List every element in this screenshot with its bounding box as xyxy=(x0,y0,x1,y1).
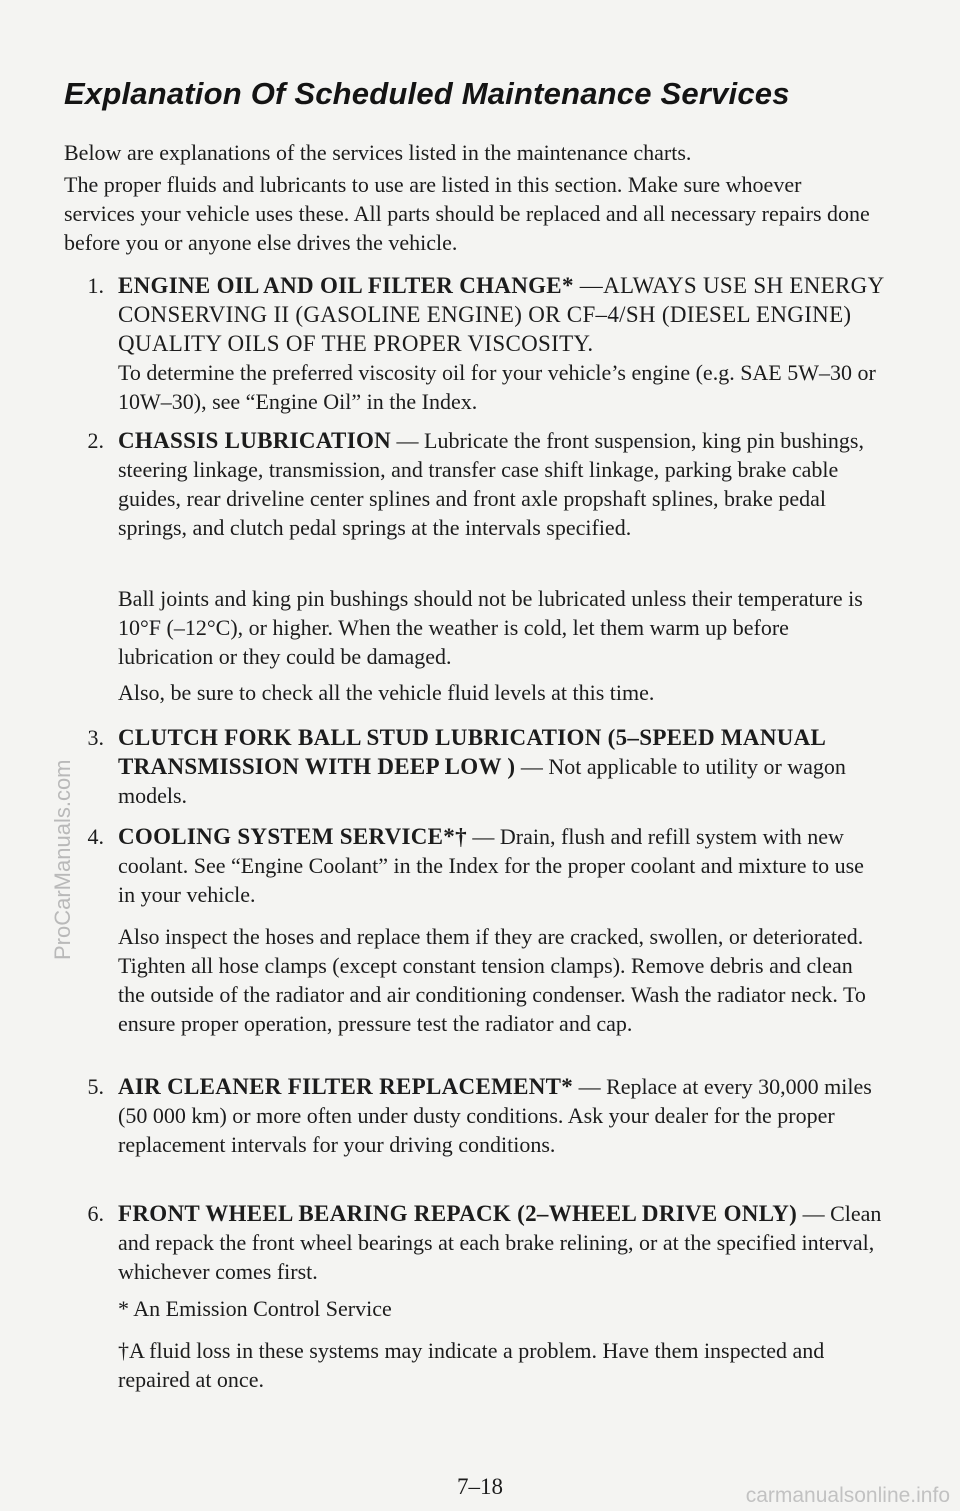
item-title: CLUTCH FORK BALL STUD LUBRICATION (5–SPEED MANUAL TRANSMISSION WITH DEEP LOW ) xyxy=(118,725,825,779)
item-text: — Drain, flush and refill system with new coolant. See “Engine Coolant” in the Index for the proper coolant and mixture to use in your vehicle. xyxy=(118,824,864,907)
page-heading: Explanation Of Scheduled Maintenance Services xyxy=(64,76,790,111)
item-number: 3. xyxy=(87,725,104,750)
watermark-side: ProCarManuals.com xyxy=(50,759,75,960)
item-4-extra-paragraph: Also inspect the hoses and replace them if they are cracked, swollen, or deteriorated. Tighten all hose clamps (except constant tension clamps). Remove debris and clean the outside of the radiator and air conditioning condenser. Wash the radiator neck. To ensure proper operation, pressure test the radiator and cap. xyxy=(118,924,866,1036)
footnote-fluid-loss: †A fluid loss in these systems may indicate a problem. Have them inspected and repaired at once. xyxy=(118,1338,825,1392)
item-body xyxy=(118,1072,886,1159)
item-text: To determine the preferred viscosity oil for your vehicle’s engine (e.g. SAE 5W–30 or 10W–30), see “Engine Oil” in the Index. xyxy=(118,360,876,414)
item-number: 5. xyxy=(87,1074,104,1099)
item-2-extra-paragraph: Ball joints and king pin bushings should not be lubricated unless their temperature is 10°F (–12°C), or higher. When the weather is cold, let them warm up before lubrication or they could be damaged. xyxy=(118,586,863,669)
intro-paragraph-2: The proper fluids and lubricants to use are listed in this section. Make sure whoever services your vehicle uses these. All parts should be replaced and all necessary repairs done before you or anyone else drives the vehicle. xyxy=(64,172,870,255)
item-title-rest: —ALWAYS USE SH ENERGY CONSERVING II (GASOLINE ENGINE) OR CF–4/SH (DIESEL ENGINE) QUALITY OILS OF THE PROPER VISCOSITY. xyxy=(118,273,884,356)
item-number: 1. xyxy=(87,273,104,298)
item-body xyxy=(118,1199,886,1286)
watermark-bottom: carmanualsonline.info xyxy=(745,1484,950,1507)
item-title: ENGINE OIL AND OIL FILTER CHANGE* xyxy=(118,273,574,298)
item-title: CHASSIS LUBRICATION xyxy=(118,428,392,453)
item-body xyxy=(118,426,886,542)
item-text: — Replace at every 30,000 miles (50 000 km) or more often under dusty conditions. Ask your dealer for the proper replacement intervals for your driving conditions. xyxy=(118,1074,872,1157)
intro-paragraph-1: Below are explanations of the services listed in the maintenance charts. xyxy=(64,140,692,165)
item-text: — Clean and repack the front wheel bearings at each brake relining, or at the specified interval, whichever comes first. xyxy=(118,1201,882,1284)
item-title: FRONT WHEEL BEARING REPACK (2–WHEEL DRIVE ONLY) xyxy=(118,1201,798,1226)
item-body xyxy=(118,822,886,909)
footnote-emission: * An Emission Control Service xyxy=(118,1296,392,1321)
item-2-extra-paragraph: Also, be sure to check all the vehicle fluid levels at this time. xyxy=(118,680,655,705)
page-number: 7–18 xyxy=(457,1474,503,1499)
item-text: — Lubricate the front suspension, king pin bushings, steering linkage, transmission, and transfer case shift linkage, parking brake cable guides, rear driveline center splines and front axle propshaft splines, brake pedal springs, and clutch pedal springs at the intervals specified. xyxy=(118,428,864,540)
item-title: AIR CLEANER FILTER REPLACEMENT* xyxy=(118,1074,574,1099)
item-title: COOLING SYSTEM SERVICE*† xyxy=(118,824,467,849)
item-text: — Not applicable to utility or wagon models. xyxy=(118,754,846,808)
item-body xyxy=(118,723,886,810)
item-number: 6. xyxy=(87,1201,104,1226)
item-number: 2. xyxy=(87,428,104,453)
item-body xyxy=(118,271,886,416)
item-number: 4. xyxy=(87,824,104,849)
